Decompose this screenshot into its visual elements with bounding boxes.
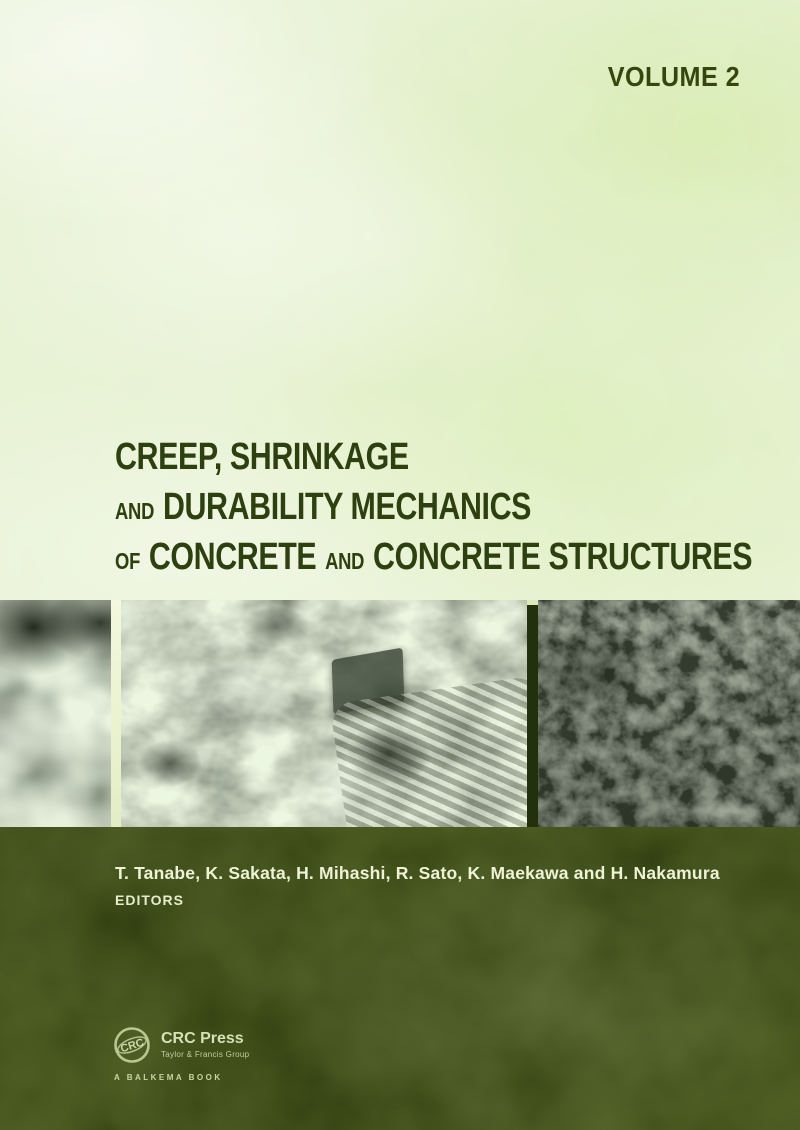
imprint-label: A BALKEMA BOOK [114, 1073, 223, 1082]
title-segment: CONCRETE [148, 536, 317, 578]
sem-micrograph-3 [538, 600, 800, 827]
book-title [115, 432, 752, 582]
title-segment: CREEP, SHRINKAGE [115, 436, 409, 478]
title-line-3 [115, 532, 752, 582]
sem-micrograph-2 [121, 600, 527, 827]
publisher-block [112, 1025, 249, 1082]
editor-names: T. Tanabe, K. Sakata, H. Mihashi, R. Sato, K. Maekawa and H. Nakamura [115, 863, 720, 883]
title-connector: AND [115, 498, 155, 524]
title-line-2 [115, 482, 752, 532]
crc-press-logo-icon [112, 1025, 152, 1065]
editors-label: EDITORS [115, 892, 184, 908]
cover-bottom-background [0, 827, 800, 1130]
volume-label: VOLUME 2 [607, 61, 740, 92]
title-connector: AND [325, 548, 365, 574]
title-line-1 [115, 432, 752, 482]
publisher-row [112, 1025, 249, 1065]
sem-micrograph-1 [0, 600, 111, 827]
publisher-group: Taylor & Francis Group [161, 1050, 250, 1060]
title-connector: OF [115, 548, 141, 574]
publisher-name: CRC Press [161, 1029, 244, 1047]
crc-monogram: CRC [119, 1036, 146, 1056]
title-segment: CONCRETE STRUCTURES [373, 536, 753, 578]
micrograph-band [0, 600, 800, 827]
panel-divider [111, 600, 121, 827]
publisher-text [161, 1031, 249, 1060]
panel-divider [527, 600, 538, 827]
editors-block [115, 863, 720, 908]
title-segment: DURABILITY MECHANICS [162, 486, 532, 528]
